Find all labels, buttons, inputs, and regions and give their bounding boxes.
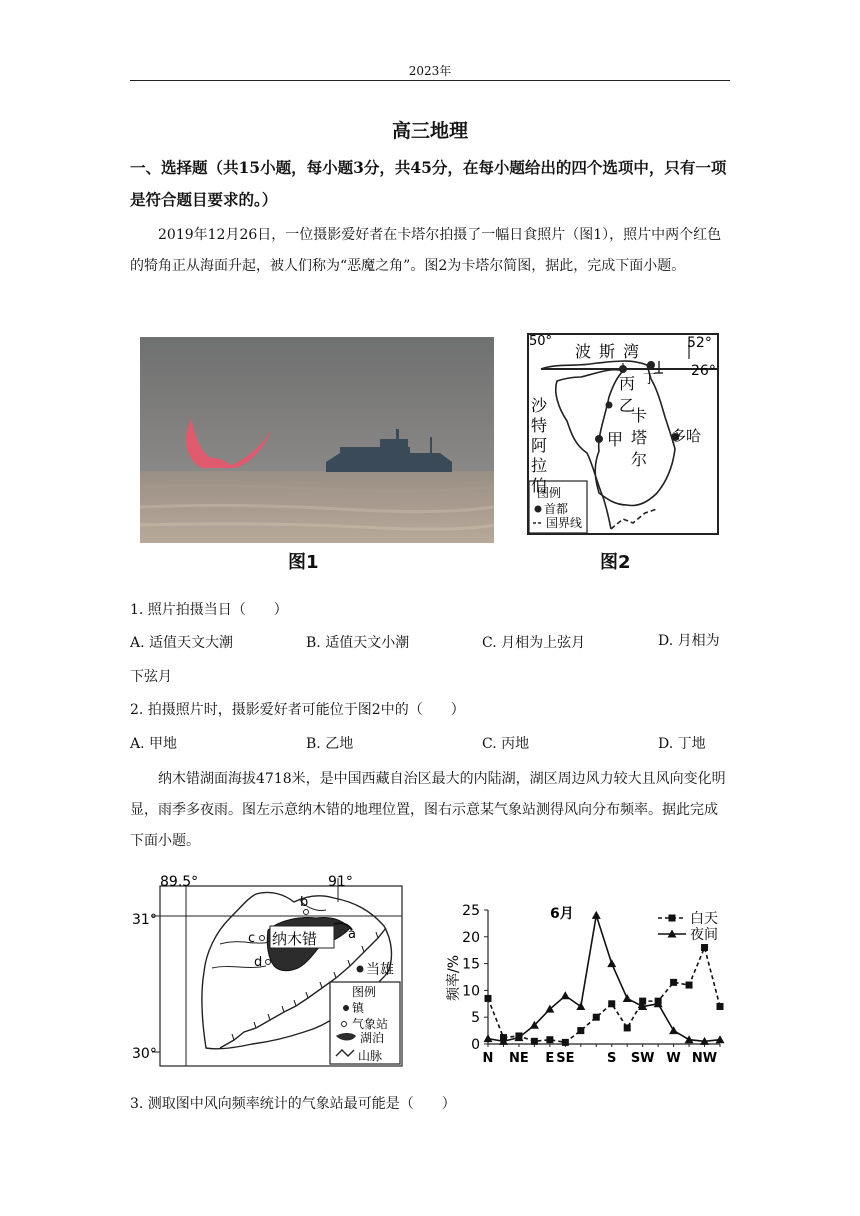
- data-point-triangle: [607, 959, 616, 967]
- wind-frequency-chart: [440, 896, 730, 1076]
- data-point-square: [717, 1003, 724, 1010]
- data-point-square: [701, 944, 708, 951]
- legend-lake-label: 湖泊: [360, 1031, 385, 1045]
- station-d-label: d: [254, 955, 263, 970]
- label-saudi: [531, 396, 548, 495]
- chart-title: 6月: [550, 906, 574, 922]
- data-point-square: [485, 995, 492, 1002]
- data-point-triangle: [484, 1034, 493, 1042]
- x-tick-label: N: [482, 1051, 494, 1066]
- section-heading: 一、选择题（共15小题，每小题3分，共45分，在每小题给出的四个选项中，只有一项是符合题目要求的。）: [130, 158, 727, 209]
- station-a-label: a: [348, 927, 356, 942]
- label-jia: 甲: [607, 430, 624, 449]
- data-point-triangle: [716, 1035, 725, 1043]
- legend-town-icon: [343, 1005, 349, 1011]
- legend-title: 图例: [352, 985, 377, 999]
- data-point-square: [670, 979, 677, 986]
- lon-right-label: 52°: [687, 335, 712, 351]
- legend-station-label: 气象站: [352, 1017, 389, 1031]
- legend-capital-label: 首都: [544, 502, 569, 516]
- lon-left-label: 50°: [529, 334, 553, 349]
- label-doha: 多哈: [671, 427, 702, 445]
- passage-2: 纳木错湖面海拔4718米，是中国西藏自治区最大的内陆湖，湖区周边风力较大且风向变化明显，雨季多夜雨。图左示意纳木错的地理位置，图右示意某气象站测得风向分布频率。据此完成下面小题。: [130, 771, 726, 849]
- lon2-label: 91°: [328, 874, 353, 890]
- page-title: 高三地理: [391, 120, 468, 142]
- label-bing: 丙: [619, 374, 636, 393]
- svg-text:伯: 伯: [531, 476, 548, 495]
- y-tick-label: 20: [462, 929, 480, 946]
- legend-label-0: 白天: [690, 911, 718, 927]
- town-dangxiong-marker: [357, 966, 364, 973]
- data-point-square: [546, 1036, 553, 1043]
- q2-option-b[interactable]: B. 乙地: [306, 736, 354, 752]
- data-point-triangle: [592, 911, 601, 919]
- lat-label: 26°: [691, 363, 716, 379]
- legend-title: 图例: [537, 486, 562, 500]
- station-b-label: b: [300, 895, 309, 910]
- lon1-label: 89.5°: [160, 874, 199, 890]
- question-2-stem: 2. 拍摄照片时，摄影爱好者可能位于图2中的（ ）: [130, 702, 465, 718]
- eclipse-photo: [140, 337, 494, 543]
- lat2-label: 30°: [132, 1046, 157, 1062]
- q2-option-d[interactable]: D. 丁地: [658, 736, 706, 752]
- header-divider: [130, 80, 730, 81]
- y-tick-label: 25: [462, 903, 480, 919]
- point-ding: [647, 361, 655, 369]
- legend-town-label: 镇: [352, 1001, 365, 1015]
- svg-text:尔: 尔: [631, 450, 648, 469]
- svg-text:阿: 阿: [531, 436, 548, 455]
- question-1-options: [130, 632, 730, 692]
- data-point-triangle: [685, 1035, 694, 1043]
- series-line-0: [488, 948, 720, 1043]
- label-qatar: [631, 406, 647, 469]
- q1-option-a[interactable]: A. 适值天文大潮: [130, 635, 234, 651]
- data-point-triangle: [576, 1002, 585, 1010]
- gulf-label: 波斯湾: [575, 342, 648, 361]
- lake-label: 纳木错: [272, 930, 318, 948]
- figure-2-caption: 图2: [600, 552, 631, 573]
- lat1-label: 31°: [132, 912, 157, 928]
- q1-option-d[interactable]: D. 月相为: [658, 633, 720, 649]
- data-point-square: [562, 1039, 569, 1046]
- station-c-label: c: [248, 931, 256, 946]
- data-point-square: [531, 1038, 538, 1045]
- data-point-triangle: [623, 994, 632, 1002]
- q1-option-b[interactable]: B. 适值天文小潮: [306, 635, 410, 651]
- x-tick-label: NE: [509, 1051, 529, 1066]
- point-jia: [595, 435, 603, 443]
- legend-label-1: 夜间: [690, 927, 718, 943]
- point-bing: [619, 365, 627, 373]
- label-yi: 乙: [619, 396, 636, 415]
- figure-1-caption: 图1: [288, 552, 319, 573]
- x-tick-label: SE: [556, 1051, 575, 1066]
- svg-text:拉: 拉: [531, 456, 548, 475]
- data-point-square: [608, 1000, 615, 1007]
- page-header: 2023年: [408, 64, 452, 78]
- q1-option-d-wrap: 下弦月: [130, 669, 172, 685]
- label-ding: 丁: [643, 372, 657, 387]
- x-tick-label: NW: [691, 1051, 718, 1066]
- x-tick-label: E: [545, 1051, 555, 1066]
- svg-text:塔: 塔: [631, 428, 648, 447]
- legend-marker-square: [669, 915, 676, 922]
- figure-1: [140, 337, 494, 543]
- q1-option-c[interactable]: C. 月相为上弦月: [482, 635, 586, 651]
- y-tick-label: 0: [471, 1037, 480, 1053]
- svg-text:特: 特: [531, 416, 548, 435]
- data-point-square: [593, 1014, 600, 1021]
- figure-2: [527, 333, 719, 535]
- qatar-map: [527, 333, 719, 535]
- question-2-options: [130, 733, 730, 753]
- x-tick-label: W: [666, 1051, 681, 1066]
- y-tick-label: 10: [462, 983, 480, 1000]
- x-tick-label: SW: [630, 1051, 655, 1066]
- point-yi: [606, 402, 613, 409]
- y-tick-label: 15: [462, 956, 480, 973]
- y-tick-label: 5: [471, 1010, 480, 1027]
- x-tick-label: S: [607, 1051, 617, 1066]
- question-1-stem: 1. 照片拍摄当日（ ）: [130, 602, 288, 618]
- y-axis-label: 频率/%: [446, 954, 462, 1002]
- passage-1: 2019年12月26日，一位摄影爱好者在卡塔尔拍摄了一幅日食照片（图1），照片中两个红色的犄角正从海面升起，被人们称为“恶魔之角”。图2为卡塔尔简图，据此，完成下面小题。: [130, 227, 722, 274]
- namtso-map: [130, 872, 410, 1068]
- legend-border-label: 国界线: [546, 516, 583, 530]
- svg-text:沙: 沙: [531, 396, 548, 415]
- q2-option-a[interactable]: A. 甲地: [130, 736, 178, 752]
- data-point-square: [624, 1024, 631, 1031]
- q2-option-c[interactable]: C. 丙地: [482, 736, 530, 752]
- data-point-square: [686, 982, 693, 989]
- data-point-triangle: [669, 1026, 678, 1034]
- question-3-stem: 3. 测取图中风向频率统计的气象站最可能是（ ）: [130, 1096, 456, 1112]
- legend-mountain-label: 山脉: [358, 1049, 383, 1063]
- data-point-triangle: [561, 991, 570, 999]
- town-label: 当雄: [366, 962, 394, 978]
- data-point-square: [577, 1027, 584, 1034]
- svg-text:卡: 卡: [631, 406, 648, 425]
- legend-capital-icon: [535, 506, 542, 513]
